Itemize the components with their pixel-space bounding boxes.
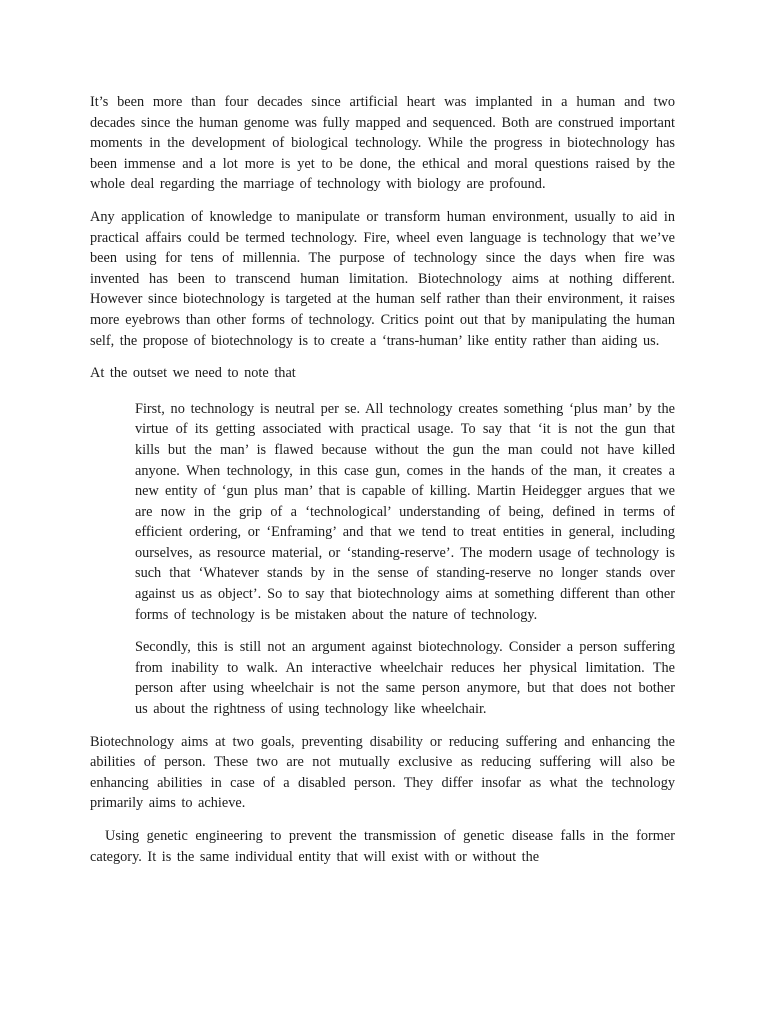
paragraph-goals: Biotechnology aims at two goals, preventing disability or reducing suffering and enhancing the abilities of person. These two are not mutually exclusive as reducing suffering will also be enhancing abilities in case of a disabled person. They differ insofar as what the technology primarily aims to achieve. <box>90 733 675 812</box>
quote-paragraph-first: First, no technology is neutral per se. All technology creates something ‘plus man’ by the virtue of its getting associated with practical usage. To say that ‘it is not the gun that kills but the man’ is flawed because without the gun the man could not have killed anyone. When technology, in this case gun, comes in the hands of the man, it creates a new entity of ‘gun plus man’ that is capable of killing. Martin Heidegger argues that we are now in the grip of a ‘technological’ understanding of being, defined in terms of efficient ordering, or ‘Enframing’ and that we tend to treat entities in general, including ourselves, as resource material, or ‘standing-reserve’. The modern usage of technology is such that ‘Whatever stands by in the sense of standing-reserve no longer stands over against us as object’. So to say that biotechnology aims at something different than other forms of technology is be mistaken about the nature of technology. <box>135 400 675 623</box>
paragraph-outset: At the outset we need to note that <box>90 365 296 382</box>
document-page <box>90 92 675 879</box>
paragraph-intro: It’s been more than four decades since artificial heart was implanted in a human and two decades since the human genome was fully mapped and sequenced. Both are construed important moments in the development of biological technology. While the progress in biotechnology has been immense and a lot more is yet to be done, the ethical and moral questions raised by the whole deal regarding the marriage of technology with biology are profound. <box>90 94 675 193</box>
quote-paragraph-second: Secondly, this is still not an argument against biotechnology. Consider a person suffering from inability to walk. An interactive wheelchair reduces her physical limitation. The person after using wheelchair is not the same person anymore, but that does not bother us about the rightness of using technology like wheelchair. <box>135 639 675 718</box>
paragraph-genetic-engineering: Using genetic engineering to prevent the transmission of genetic disease falls in the former category. It is the same individual entity that will exist with or without the <box>90 828 675 865</box>
paragraph-definition: Any application of knowledge to manipulate or transform human environment, usually to aid in practical affairs could be termed technology. Fire, wheel even language is technology that we’ve been using for tens of millennia. The purpose of technology since the days when fire was invented has been to transcend human limitation. Biotechnology aims at nothing different. However since biotechnology is targeted at the human self rather than their environment, it raises more eyebrows than other forms of technology. Critics point out that by manipulating the human self, the propose of biotechnology is to create a ‘trans-human’ like entity rather than aiding us. <box>90 208 675 349</box>
